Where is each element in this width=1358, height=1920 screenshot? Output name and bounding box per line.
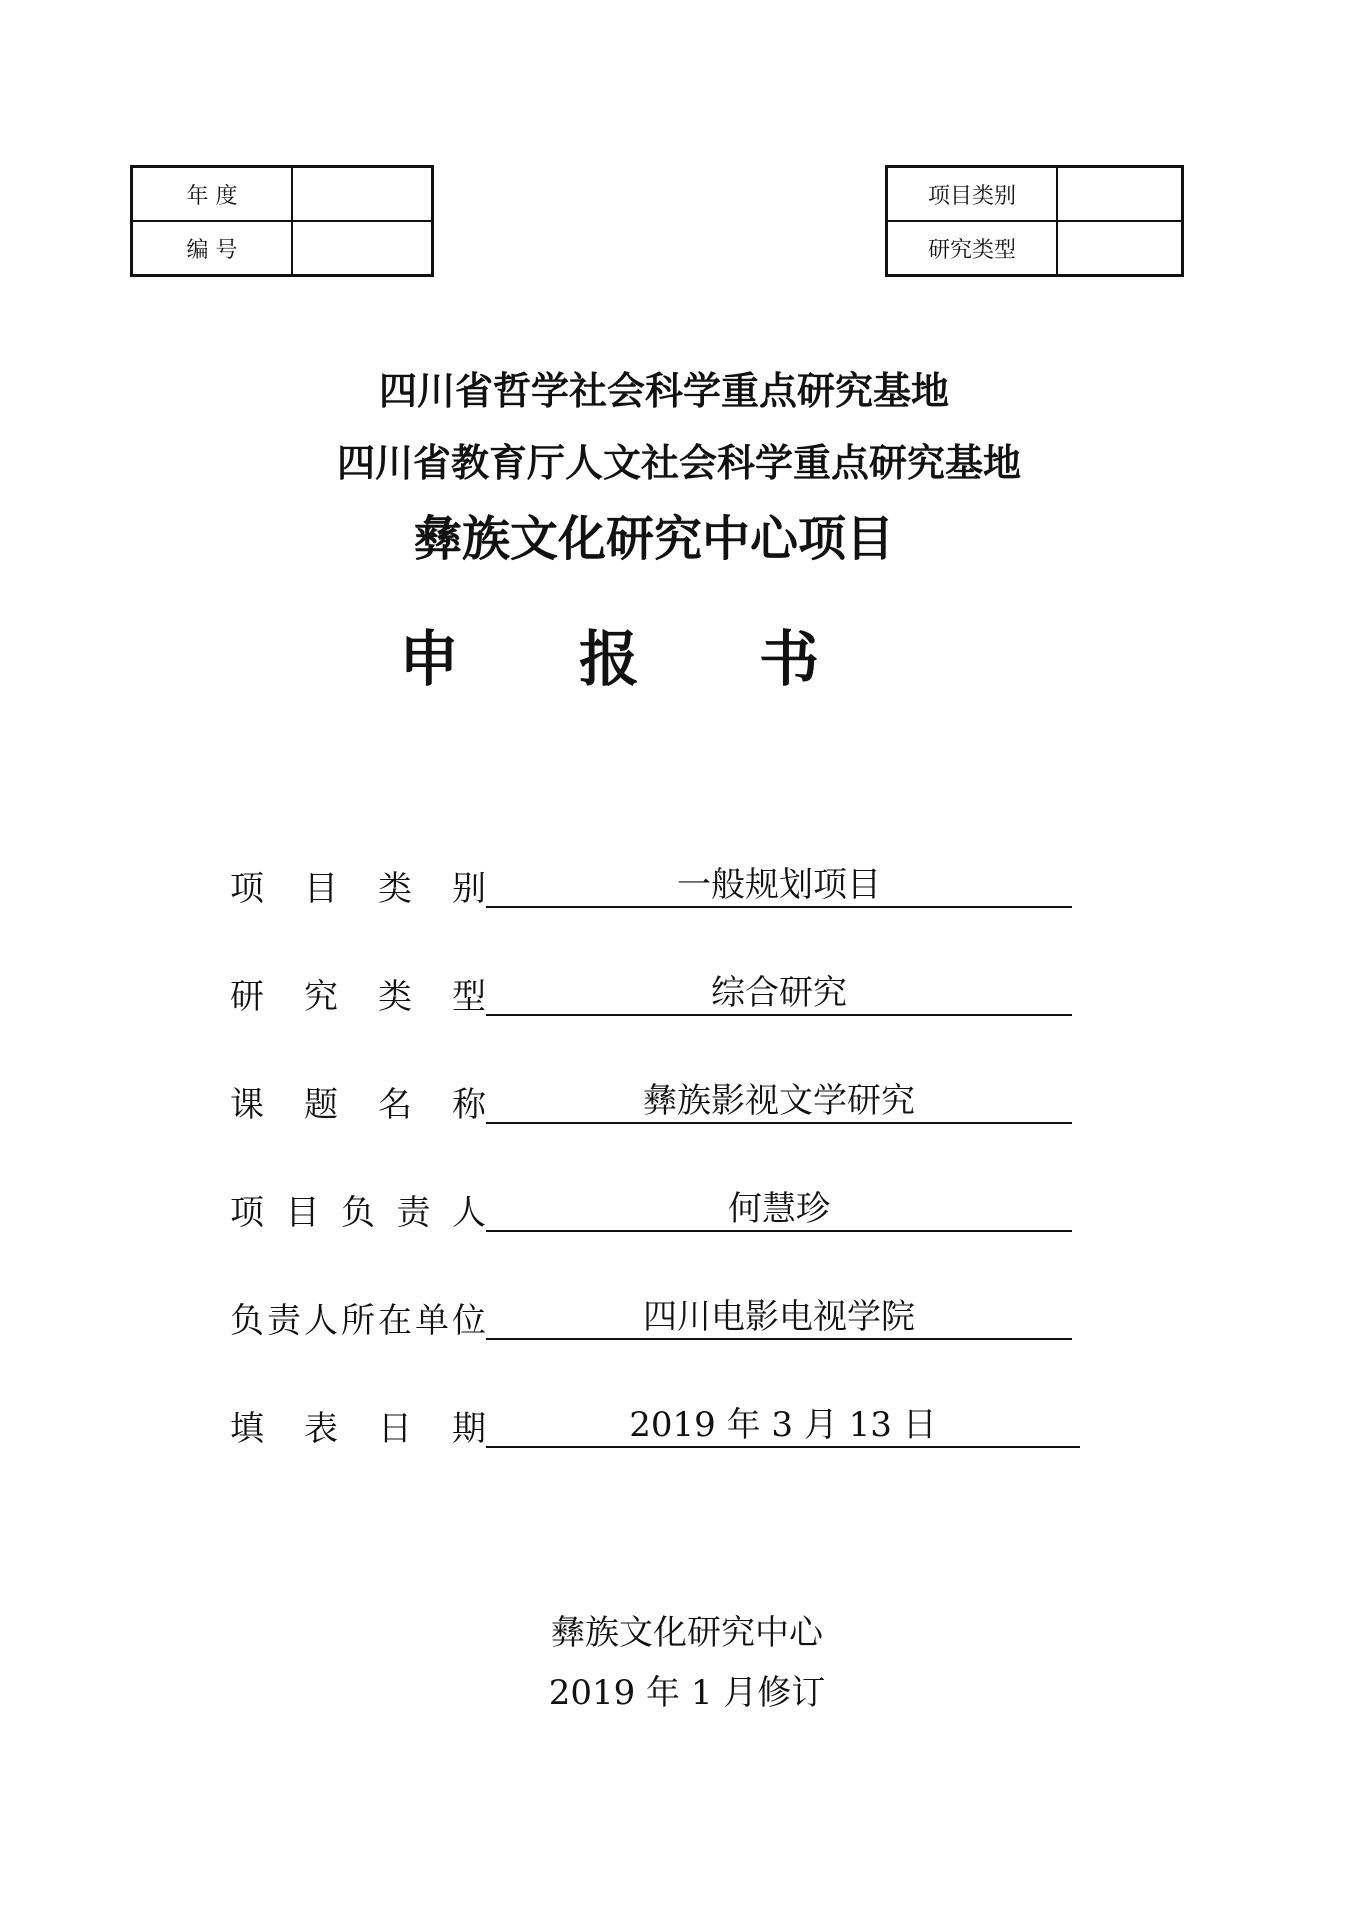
year-label: 年 度 bbox=[132, 167, 293, 222]
field-row-leader bbox=[230, 1186, 1090, 1236]
field-label-research-type: 研究类型 bbox=[230, 977, 486, 1017]
category-type-box bbox=[885, 165, 1184, 277]
field-row-date bbox=[230, 1402, 1090, 1452]
title-line-3: 彝族文化研究中心项目 bbox=[413, 511, 894, 567]
research-type-label: 研究类型 bbox=[887, 221, 1058, 276]
year-number-box bbox=[130, 165, 434, 277]
field-row-category bbox=[230, 862, 1090, 912]
year-value[interactable] bbox=[292, 167, 433, 222]
field-label-unit: 负责人所在单位 bbox=[230, 1301, 486, 1341]
field-value-date[interactable]: 2019 年 3 月 13 日 bbox=[629, 1405, 937, 1445]
project-category-label: 项目类别 bbox=[887, 167, 1058, 222]
field-label-topic: 课题名称 bbox=[230, 1085, 486, 1125]
field-value-leader[interactable]: 何慧珍 bbox=[728, 1189, 830, 1229]
field-row-unit bbox=[230, 1294, 1090, 1344]
field-value-unit[interactable]: 四川电影电视学院 bbox=[643, 1297, 915, 1337]
title-line-1: 四川省哲学社会科学重点研究基地 bbox=[378, 369, 949, 413]
number-label: 编 号 bbox=[132, 221, 293, 276]
title-line-2: 四川省教育厅人文社会科学重点研究基地 bbox=[336, 441, 1021, 485]
number-value[interactable] bbox=[292, 221, 433, 276]
field-label-date: 填表日期 bbox=[230, 1409, 486, 1449]
research-type-value[interactable] bbox=[1057, 221, 1183, 276]
footer-organization: 彝族文化研究中心 bbox=[551, 1613, 823, 1653]
footer-revision-date: 2019 年 1 月修订 bbox=[548, 1673, 826, 1713]
field-row-topic bbox=[230, 1078, 1090, 1128]
document-type-heading: 申报书 bbox=[399, 625, 939, 695]
field-value-topic[interactable]: 彝族影视文学研究 bbox=[643, 1081, 915, 1121]
field-label-leader: 项目负责人 bbox=[230, 1193, 486, 1233]
field-value-research-type[interactable]: 综合研究 bbox=[711, 973, 847, 1013]
field-label-category: 项目类别 bbox=[230, 869, 486, 909]
project-category-value[interactable] bbox=[1057, 167, 1183, 222]
field-value-category[interactable]: 一般规划项目 bbox=[677, 865, 881, 905]
field-row-research-type bbox=[230, 970, 1090, 1020]
